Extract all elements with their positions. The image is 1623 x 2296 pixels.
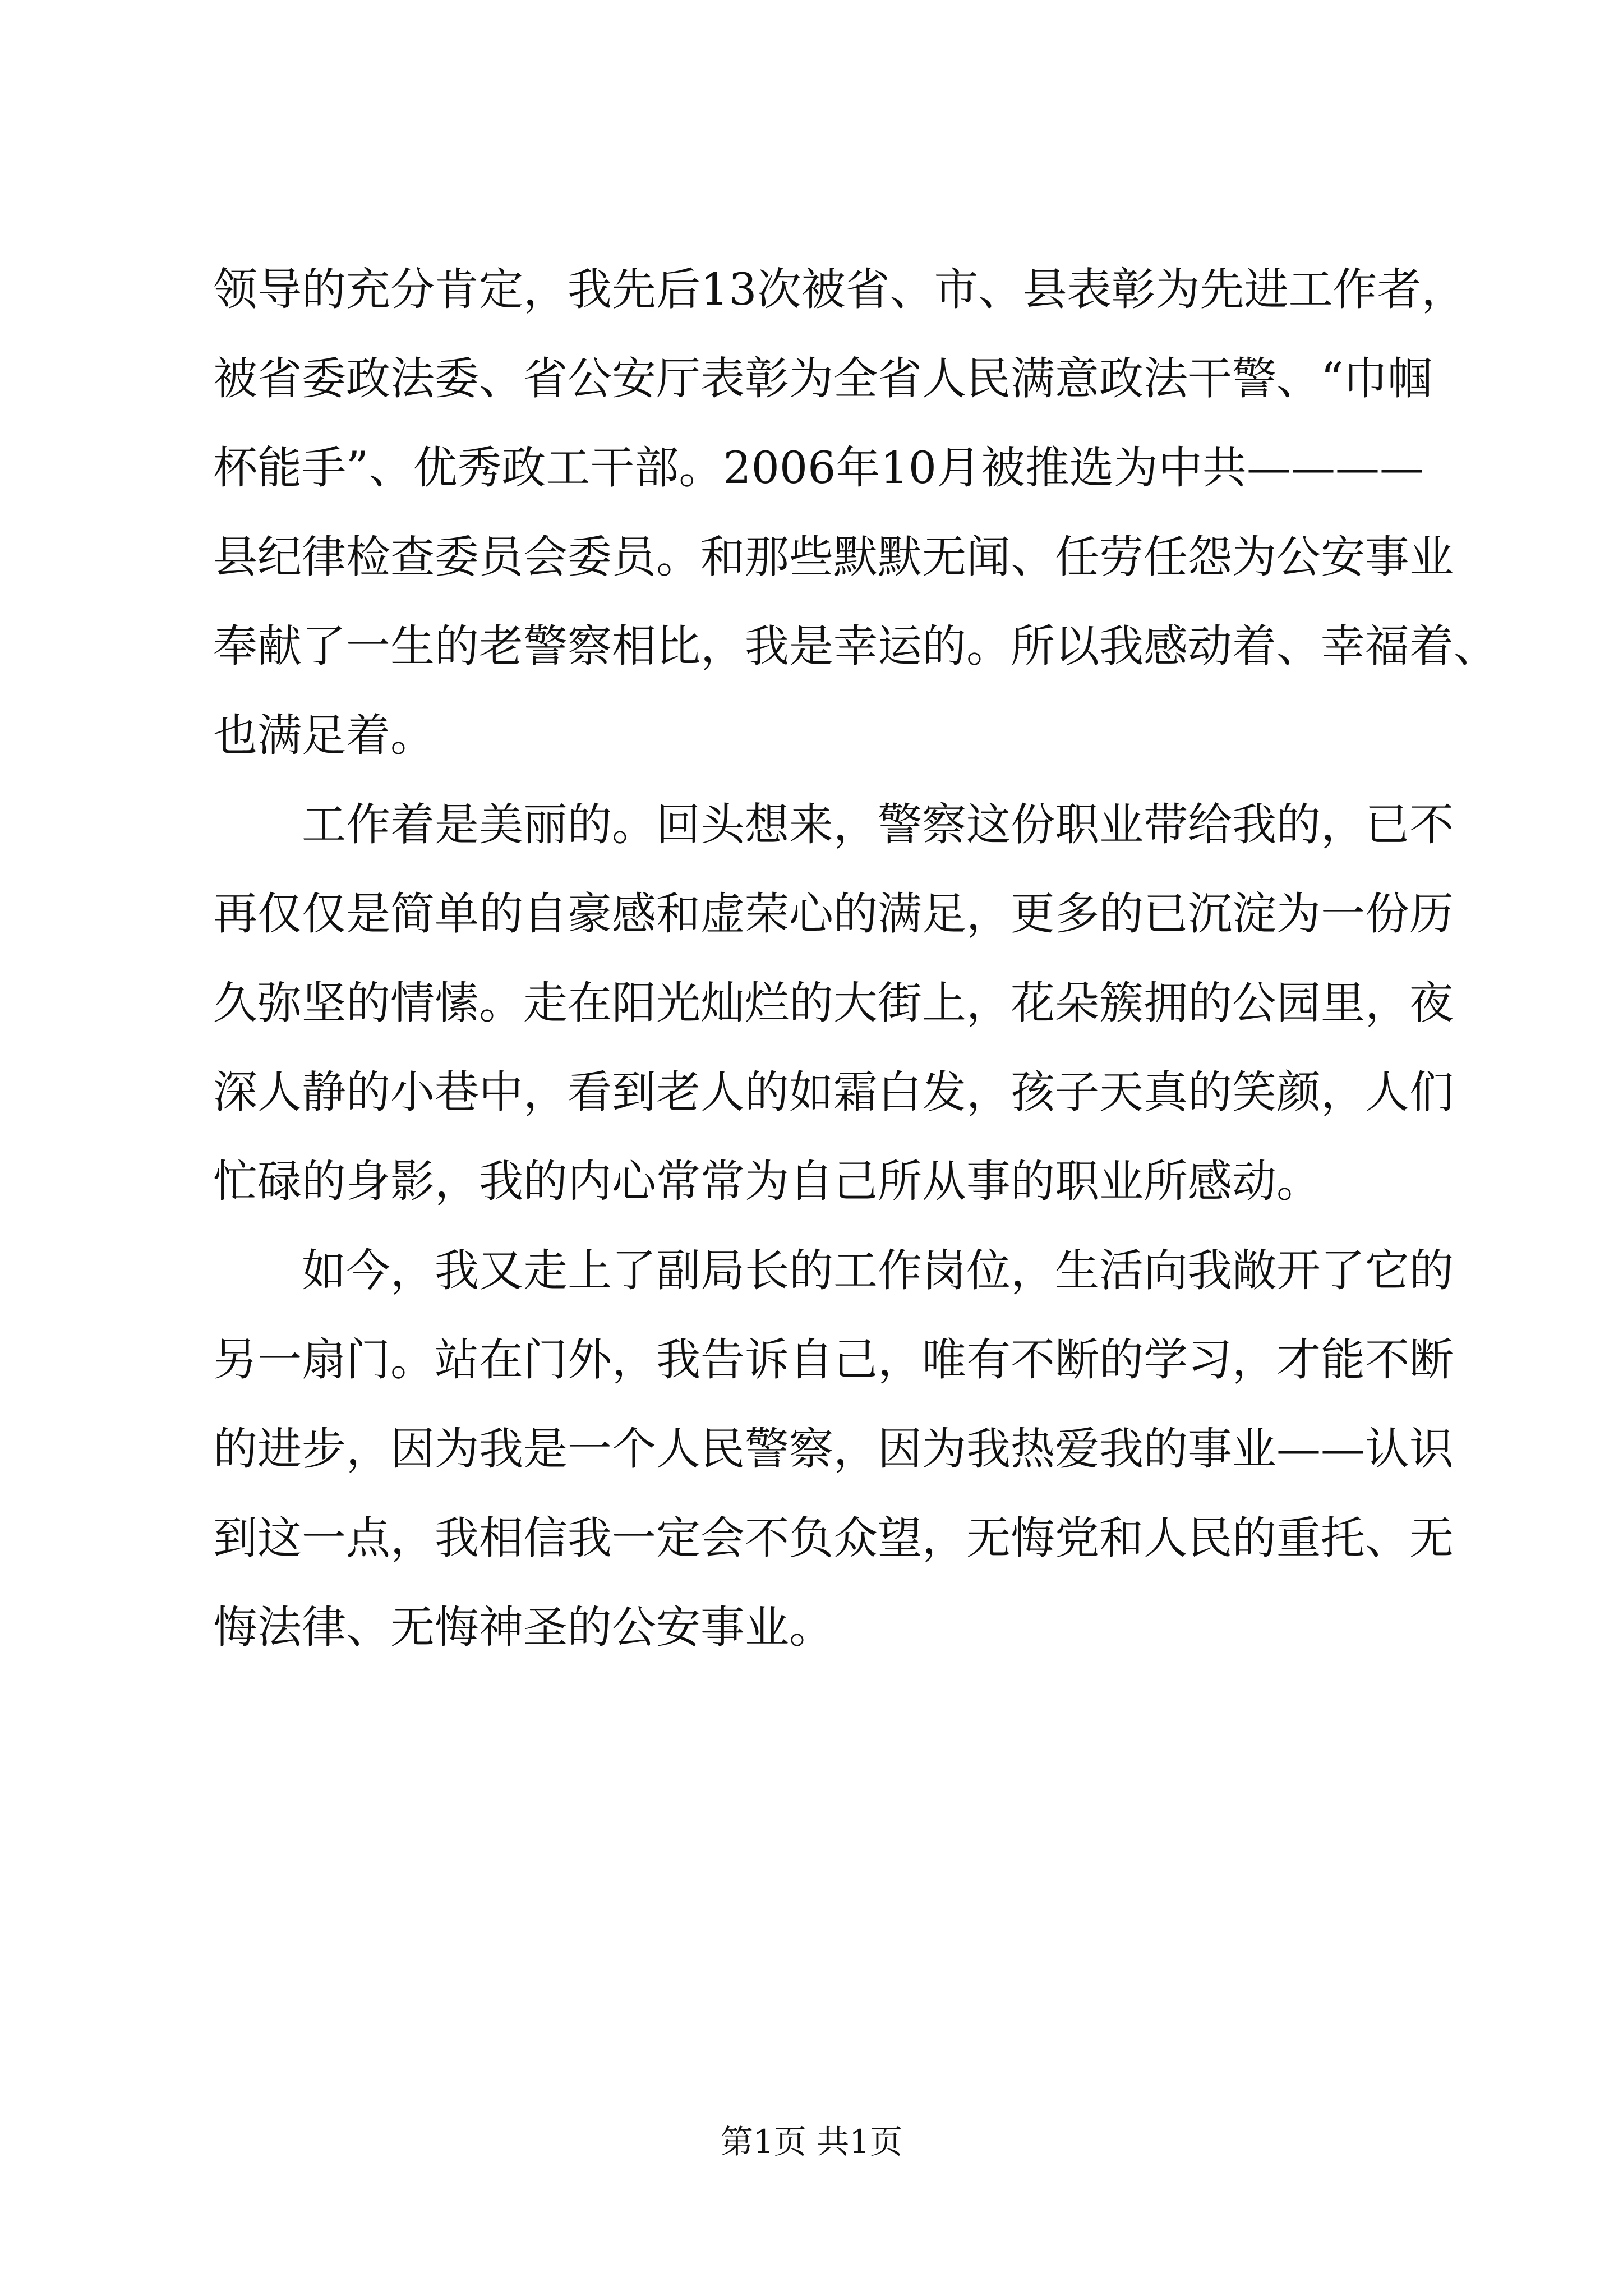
paragraph-line: 再仅仅是简单的自豪感和虚荣心的满足，更多的已沉淀为一份历 bbox=[213, 888, 1454, 940]
paragraph-line: 如今，我又走上了副局长的工作岗位，生活向我敞开了它的 bbox=[302, 1245, 1454, 1296]
paragraph-1 bbox=[213, 258, 1498, 767]
page-number-footer: 第1页 共1页 bbox=[720, 2123, 903, 2161]
paragraph-line: 奉献了一生的老警察相比，我是幸运的。所以我感动着、幸福着、 bbox=[213, 620, 1498, 672]
paragraph-line: 的进步，因为我是一个人民警察，因为我热爱我的事业——认识 bbox=[213, 1423, 1454, 1475]
paragraph-line: 忙碌的身影，我的内心常常为自己所从事的职业所感动。 bbox=[213, 1156, 1321, 1207]
paragraph-line: 另一扇门。站在门外，我告诉自己，唯有不断的学习，才能不断 bbox=[213, 1334, 1454, 1386]
paragraph-3 bbox=[213, 1239, 1454, 1659]
paragraph-line: 悔法律、无悔神圣的公安事业。 bbox=[213, 1602, 833, 1653]
paragraph-line: 被省委政法委、省公安厅表彰为全省人民满意政法干警、“巾帼 bbox=[213, 353, 1432, 404]
paragraph-2 bbox=[213, 793, 1454, 1213]
paragraph-line: 久弥坚的情愫。走在阳光灿烂的大街上，花朵簇拥的公园里，夜 bbox=[213, 977, 1454, 1029]
paragraph-line: 县纪律检查委员会委员。和那些默默无闻、任劳任怨为公安事业 bbox=[213, 531, 1454, 583]
paragraph-line: 到这一点，我相信我一定会不负众望，无悔党和人民的重托、无 bbox=[213, 1512, 1454, 1564]
document-body bbox=[213, 258, 1498, 1685]
paragraph-line: 杯能手”、优秀政工干部。2006年10月被推选为中共———— bbox=[213, 442, 1424, 494]
paragraph-line: 工作着是美丽的。回头想来，警察这份职业带给我的，已不 bbox=[302, 799, 1454, 850]
paragraph-line: 也满足着。 bbox=[213, 710, 435, 761]
paragraph-line: 深人静的小巷中，看到老人的如霜白发，孩子天真的笑颜，人们 bbox=[213, 1066, 1454, 1118]
paragraph-line: 领导的充分肯定，我先后13次被省、市、县表彰为先进工作者， bbox=[213, 264, 1466, 315]
